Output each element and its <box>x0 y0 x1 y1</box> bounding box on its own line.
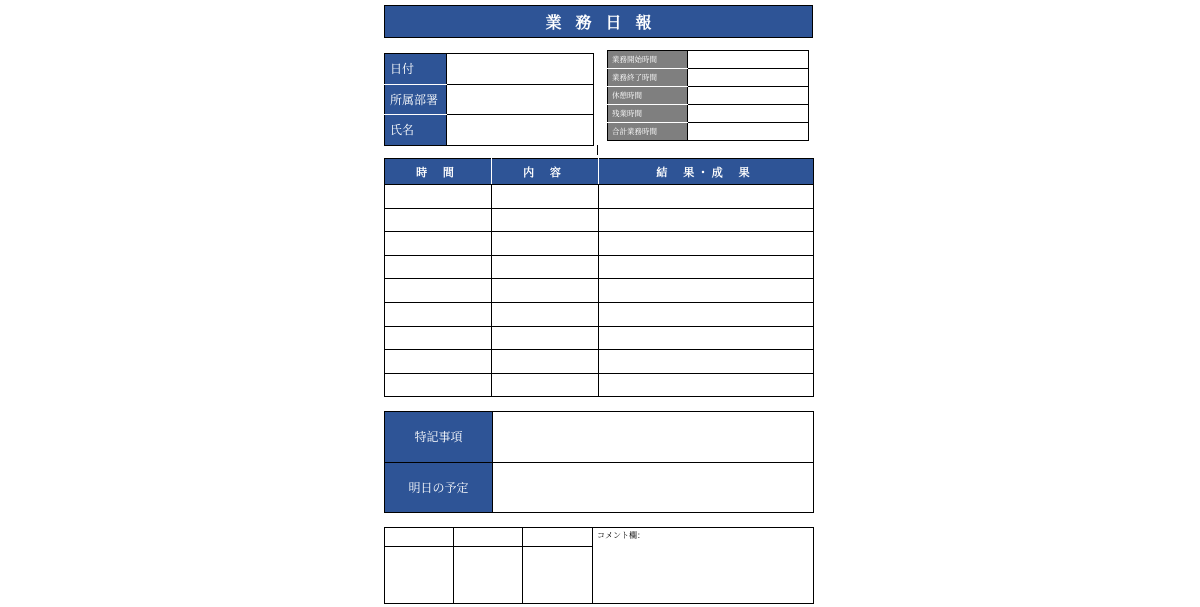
content-cell[interactable] <box>492 279 599 303</box>
content-cell[interactable] <box>492 255 599 279</box>
info-table <box>384 53 594 146</box>
times-table <box>607 50 809 141</box>
content-cell[interactable] <box>492 208 599 232</box>
result-column-header: 結 果･成 果 <box>599 159 814 185</box>
result-cell[interactable] <box>599 350 814 374</box>
time-cell[interactable] <box>385 255 492 279</box>
content-cell[interactable] <box>492 373 599 397</box>
content-cell[interactable] <box>492 232 599 256</box>
overtime-label: 残業時間 <box>608 105 688 123</box>
break-time-field[interactable] <box>688 87 809 105</box>
table-row <box>385 350 814 374</box>
tomorrow-plan-field[interactable] <box>493 462 814 513</box>
break-time-label: 休憩時間 <box>608 87 688 105</box>
name-field[interactable] <box>447 115 594 146</box>
comment-label: コメント欄： <box>597 531 645 540</box>
date-label: 日付 <box>385 54 447 85</box>
table-row <box>385 208 814 232</box>
schedule-table <box>384 158 814 397</box>
tomorrow-plan-label: 明日の予定 <box>385 462 493 513</box>
stamp-box-1[interactable] <box>385 547 454 604</box>
date-field[interactable] <box>447 54 594 85</box>
start-time-field[interactable] <box>688 51 809 69</box>
time-cell[interactable] <box>385 185 492 209</box>
comment-field[interactable] <box>593 528 814 604</box>
table-row <box>385 373 814 397</box>
result-cell[interactable] <box>599 373 814 397</box>
total-time-field[interactable] <box>688 123 809 141</box>
department-field[interactable] <box>447 84 594 115</box>
content-cell[interactable] <box>492 185 599 209</box>
stamp-header-2[interactable] <box>454 528 523 547</box>
approval-table <box>384 527 814 604</box>
result-cell[interactable] <box>599 185 814 209</box>
table-row <box>385 279 814 303</box>
content-cell[interactable] <box>492 302 599 326</box>
notes-table <box>384 411 814 513</box>
department-label: 所属部署 <box>385 84 447 115</box>
stamp-box-2[interactable] <box>454 547 523 604</box>
name-label: 氏名 <box>385 115 447 146</box>
content-cell[interactable] <box>492 326 599 350</box>
result-cell[interactable] <box>599 255 814 279</box>
time-cell[interactable] <box>385 279 492 303</box>
result-cell[interactable] <box>599 279 814 303</box>
stamp-header-3[interactable] <box>523 528 593 547</box>
time-cell[interactable] <box>385 232 492 256</box>
special-notes-label: 特記事項 <box>385 412 493 463</box>
table-row <box>385 185 814 209</box>
result-cell[interactable] <box>599 208 814 232</box>
result-cell[interactable] <box>599 326 814 350</box>
table-row <box>385 232 814 256</box>
overtime-field[interactable] <box>688 105 809 123</box>
time-cell[interactable] <box>385 350 492 374</box>
stamp-box-3[interactable] <box>523 547 593 604</box>
special-notes-field[interactable] <box>493 412 814 463</box>
table-row <box>385 255 814 279</box>
end-time-field[interactable] <box>688 69 809 87</box>
time-column-header: 時 間 <box>385 159 492 185</box>
divider-mark <box>597 145 598 155</box>
start-time-label: 業務開始時間 <box>608 51 688 69</box>
table-row <box>385 302 814 326</box>
time-cell[interactable] <box>385 326 492 350</box>
time-cell[interactable] <box>385 373 492 397</box>
content-cell[interactable] <box>492 350 599 374</box>
table-row <box>385 326 814 350</box>
content-column-header: 内 容 <box>492 159 599 185</box>
result-cell[interactable] <box>599 232 814 256</box>
time-cell[interactable] <box>385 302 492 326</box>
time-cell[interactable] <box>385 208 492 232</box>
stamp-header-1[interactable] <box>385 528 454 547</box>
end-time-label: 業務終了時間 <box>608 69 688 87</box>
total-time-label: 合計業務時間 <box>608 123 688 141</box>
result-cell[interactable] <box>599 302 814 326</box>
page-title: 業務日報 <box>384 5 813 38</box>
